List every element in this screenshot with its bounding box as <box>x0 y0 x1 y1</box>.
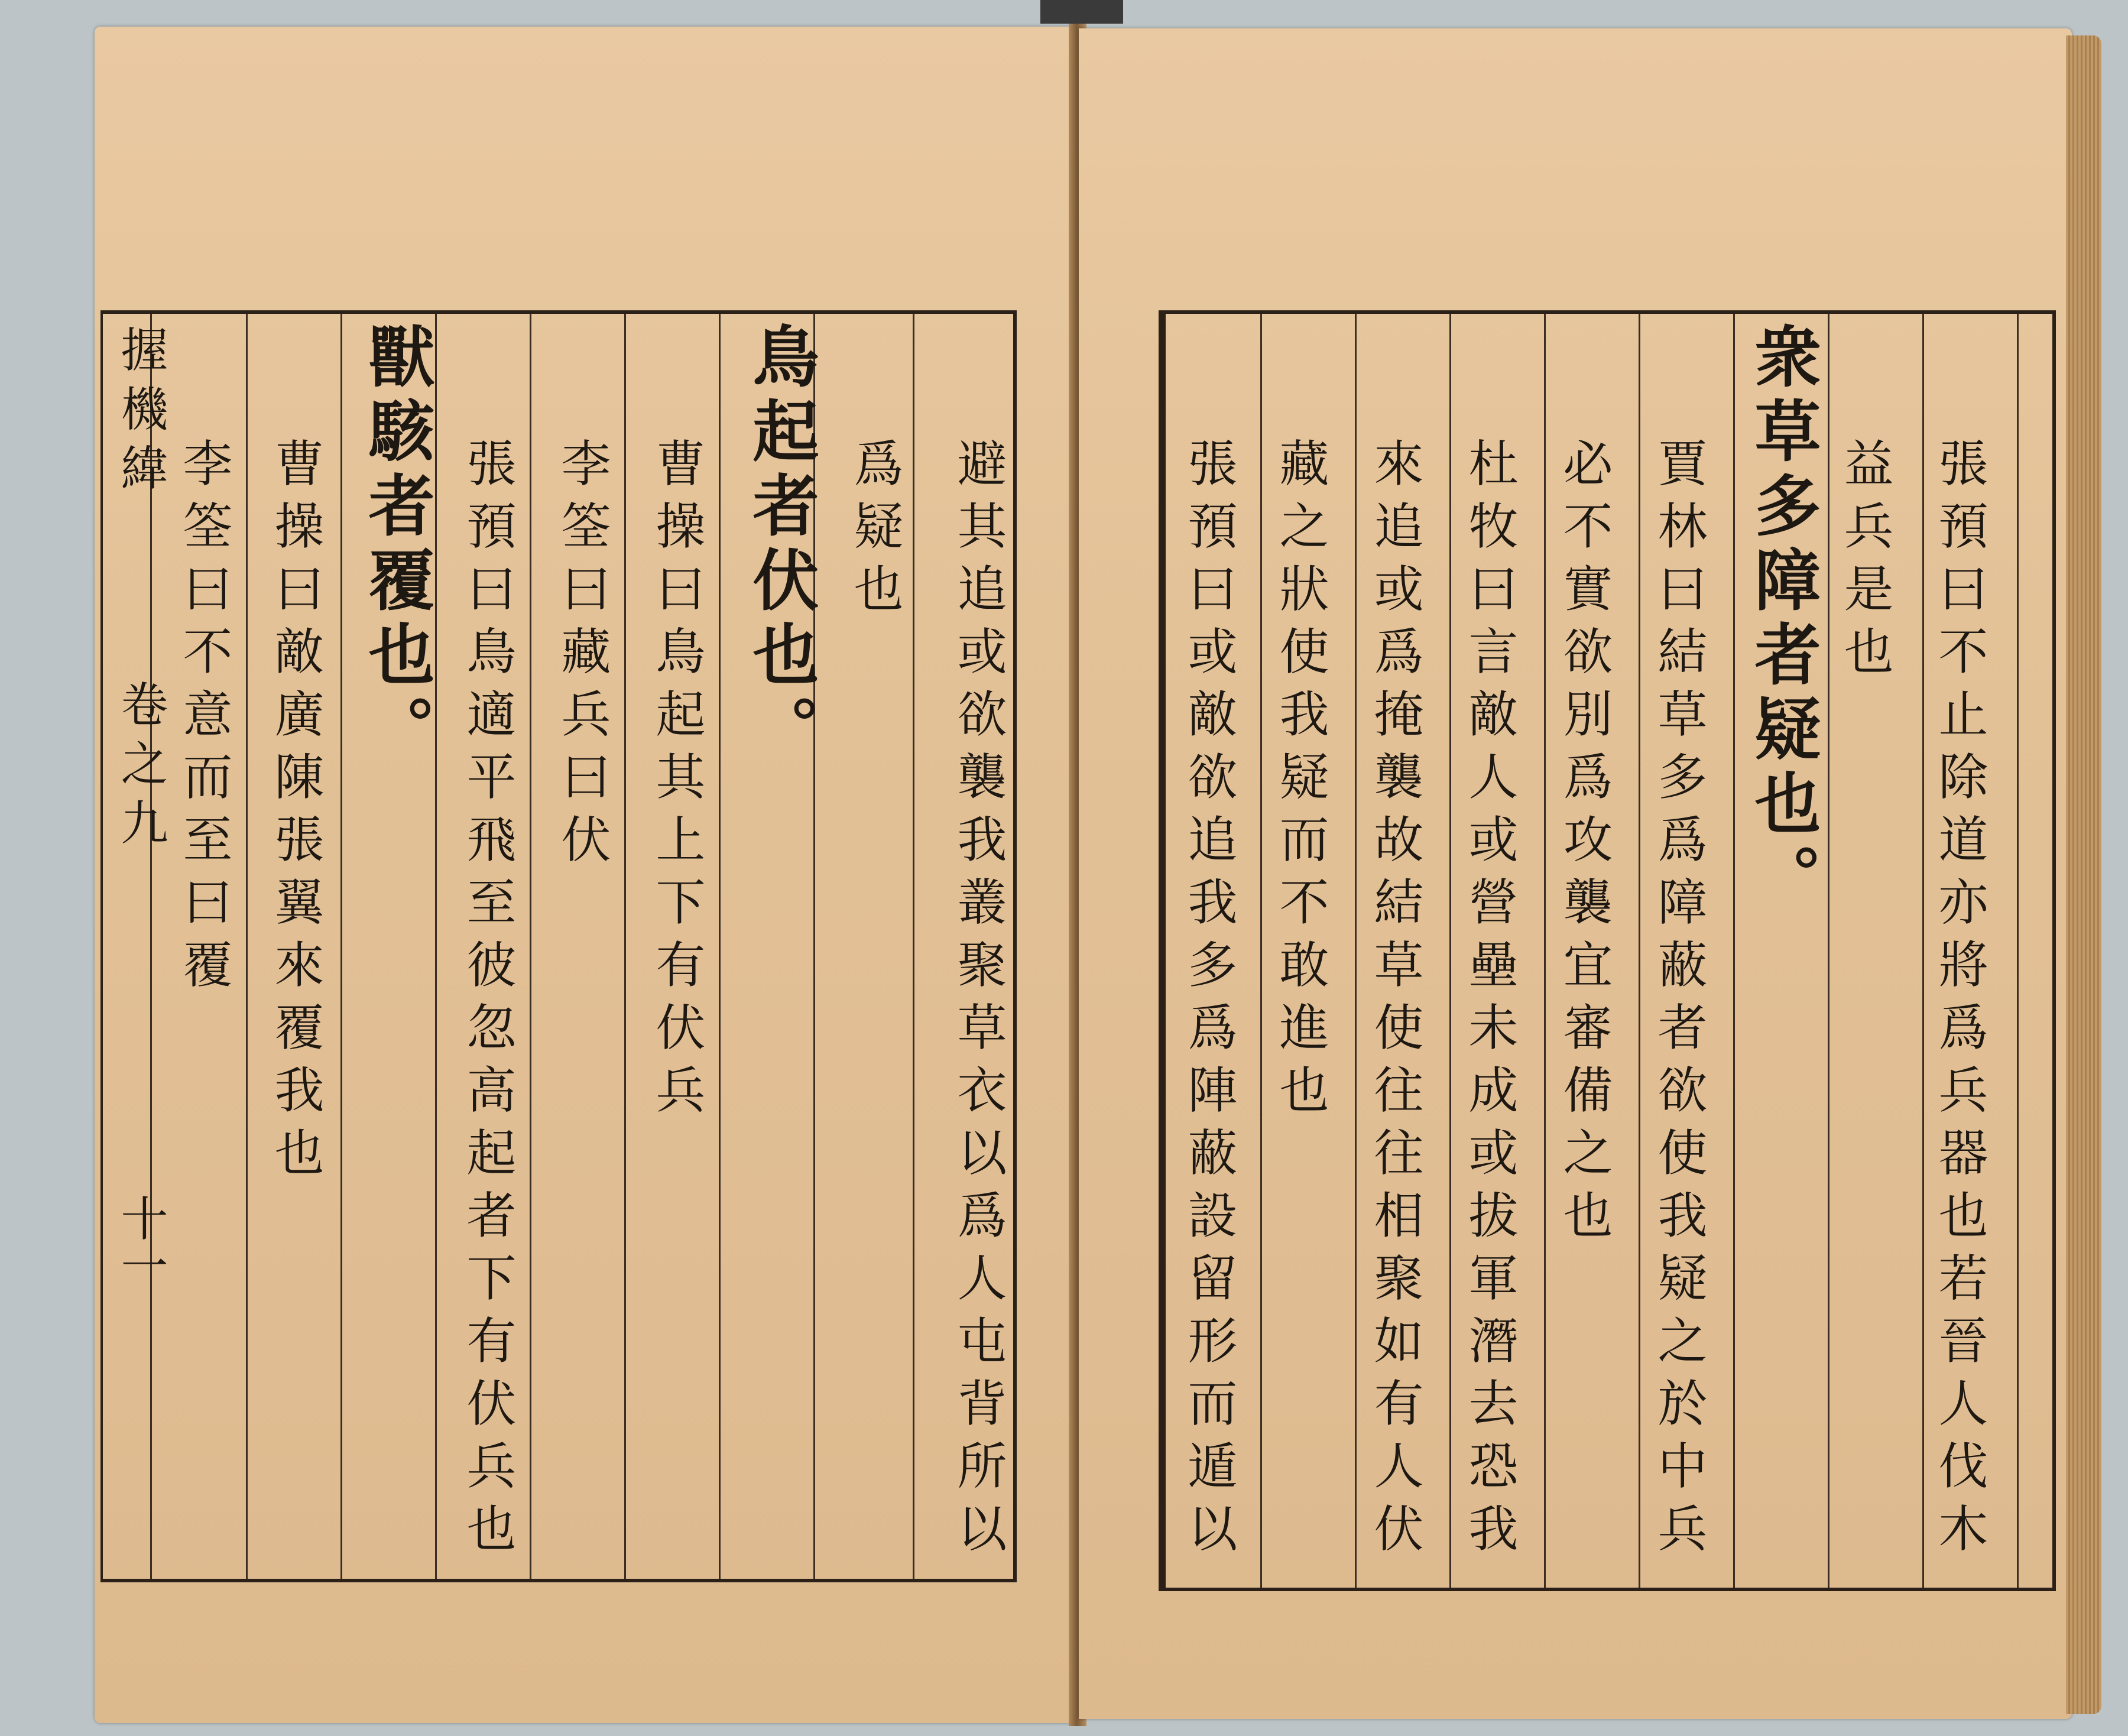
volume-label: 卷之九 <box>113 680 168 857</box>
text-column: 藏之狀使我疑而不敢進也 <box>1271 437 1329 1127</box>
text-column: 張預曰鳥適平飛至彼忽高起者下有伏兵也 <box>459 437 517 1565</box>
book-page-edges <box>2066 35 2101 1714</box>
text-column: 杜牧曰言敵人或營壘未成或拔軍潛去恐我 <box>1461 437 1519 1565</box>
heading-column: 鳥起者伏也。 <box>742 322 819 769</box>
text-column: 益兵是也 <box>1836 437 1894 688</box>
background-gap <box>1040 0 1123 24</box>
text-column: 曹操曰鳥起其上下有伏兵 <box>648 437 706 1127</box>
text-column: 必不實欲別爲攻襲宜審備之也 <box>1555 437 1613 1252</box>
text-column: 李筌曰藏兵曰伏 <box>553 437 611 876</box>
text-column: 李筌曰不意而至曰覆 <box>175 437 233 1001</box>
text-column: 張預曰或敵欲追我多爲陣蔽設留形而遁以 <box>1180 437 1238 1565</box>
book-title: 握機緯 <box>113 325 168 502</box>
heading-column: 衆草多障者疑也。 <box>1744 322 1821 918</box>
text-column: 爲疑也 <box>846 437 904 625</box>
text-column: 避其追或欲襲我叢聚草衣以爲人屯背所以 <box>949 437 1007 1565</box>
text-column: 來追或爲掩襲故結草使往往相聚如有人伏 <box>1366 437 1424 1565</box>
page-number: 十一 <box>113 1194 168 1289</box>
text-column: 曹操曰敵廣陳張翼來覆我也 <box>267 437 325 1189</box>
text-column: 張預曰不止除道亦將爲兵器也若晉人伐木 <box>1931 437 1988 1565</box>
heading-column: 獸駭者覆也。 <box>358 322 435 769</box>
text-column: 賈林曰結草多爲障蔽者欲使我疑之於中兵 <box>1650 437 1708 1565</box>
